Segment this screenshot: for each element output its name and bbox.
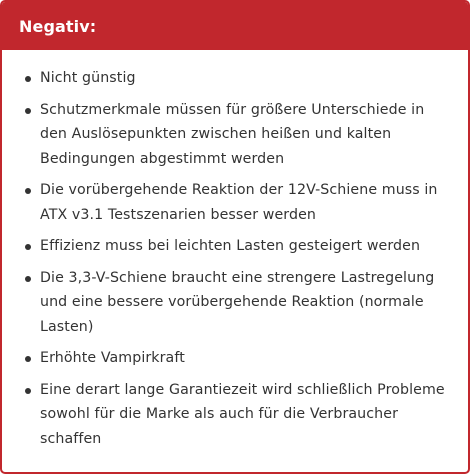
bullet-icon bbox=[25, 276, 31, 282]
cons-item-text: Schutzmerkmale müssen für größere Unterschiede in den Auslösepunkten zwischen heißen und kalten Bedingungen abgestimmt werden bbox=[40, 101, 425, 167]
cons-list-item bbox=[24, 234, 452, 259]
cons-list-item bbox=[24, 66, 452, 91]
cons-list bbox=[24, 66, 452, 451]
cons-item-text: Effizienz muss bei leichten Lasten gesteigert werden bbox=[40, 238, 421, 254]
cons-list-item bbox=[24, 378, 452, 452]
bullet-icon bbox=[25, 188, 31, 194]
cons-item-text: Nicht günstig bbox=[40, 70, 136, 86]
cons-item-text: Eine derart lange Garantiezeit wird schließlich Probleme sowohl für die Marke als auch für die Verbraucher schaffen bbox=[40, 381, 445, 447]
cons-list-item bbox=[24, 98, 452, 172]
cons-item-text: Erhöhte Vampirkraft bbox=[40, 350, 185, 366]
cons-panel-header bbox=[2, 2, 468, 50]
bullet-icon bbox=[25, 356, 31, 362]
cons-list-item bbox=[24, 266, 452, 340]
cons-list-item bbox=[24, 178, 452, 227]
bullet-icon bbox=[25, 108, 31, 114]
bullet-icon bbox=[25, 76, 31, 82]
cons-item-text: Die 3,3-V-Schiene braucht eine strengere Lastregelung und eine bessere vorübergehende Reaktion (normale Lasten) bbox=[40, 269, 435, 335]
cons-list-item bbox=[24, 346, 452, 371]
cons-item-text: Die vorübergehende Reaktion der 12V-Schiene muss in ATX v3.1 Testszenarien besser werden bbox=[40, 182, 438, 223]
cons-panel-body bbox=[2, 50, 468, 451]
cons-panel-title: Negativ: bbox=[19, 16, 97, 36]
bullet-icon bbox=[25, 244, 31, 250]
bullet-icon bbox=[25, 388, 31, 394]
